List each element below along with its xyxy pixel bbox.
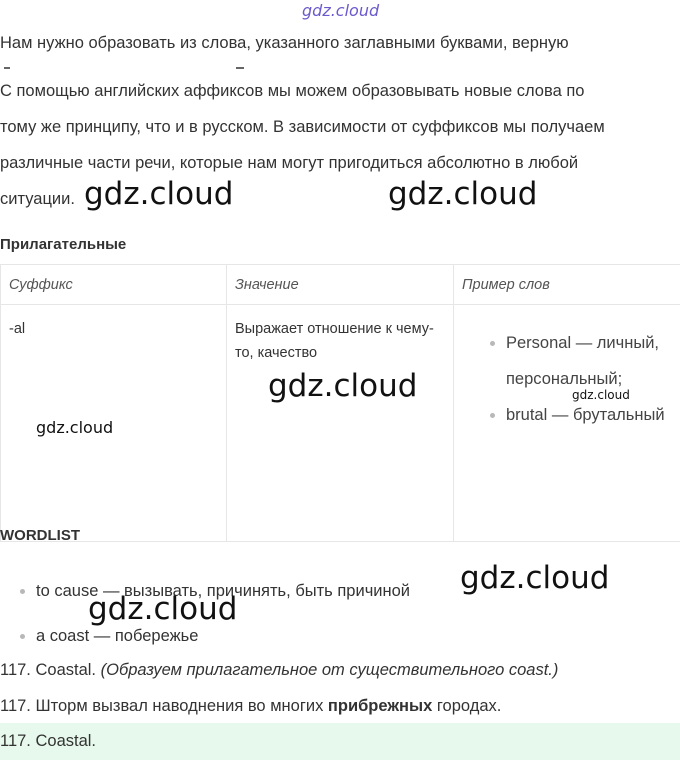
section-heading-adjectives: Прилагательные: [0, 236, 127, 253]
column-header: Пример слов: [454, 265, 680, 305]
examples-cell: [454, 305, 680, 542]
intro-line-5: ситуации.: [0, 190, 75, 208]
intro-line-3: тому же принципу, что и в русском. В зависимости от суффиксов мы получаем: [0, 118, 605, 136]
intro-line-1: Нам нужно образовать из слова, указанного заглавными буквами, верную: [0, 34, 569, 52]
watermark: gdz.cloud: [88, 591, 238, 627]
watermark: gdz.cloud: [388, 176, 538, 212]
suffix-cell: -al: [1, 305, 227, 542]
sentence-start: 117. Шторм вызвал наводнения во многих: [0, 697, 324, 715]
clipped-text-line: [0, 64, 250, 70]
task-line: [0, 661, 558, 680]
sentence-end: городах.: [436, 697, 502, 715]
intro-line-2: С помощью английских аффиксов мы можем образовывать новые слова по: [0, 82, 585, 100]
answer-text: 117. Coastal.: [0, 732, 97, 750]
sentence-bold-word: прибрежных: [327, 697, 433, 715]
watermark: gdz.cloud: [84, 176, 234, 212]
list-item: • to cause — вызывать, причинять, быть причиной: [36, 572, 410, 617]
watermark: gdz.cloud: [36, 418, 114, 437]
task-number: 117.: [0, 661, 31, 679]
list-item: • brutal — брутальный: [506, 397, 672, 433]
column-header: Значение: [227, 265, 454, 305]
watermark: gdz.cloud: [460, 560, 610, 596]
task-sentence: [0, 697, 501, 716]
examples-list: [462, 325, 672, 433]
column-header: Суффикс: [1, 265, 227, 305]
watermark: gdz.cloud: [268, 368, 418, 404]
task-note: (Образуем прилагательное от существительного coast.): [100, 661, 559, 679]
section-heading-wordlist: WORDLIST: [0, 527, 80, 544]
meaning-cell: Выражает отношение к чему-то, качество: [227, 305, 454, 542]
table-header-row: [1, 265, 680, 305]
watermark-top: gdz.cloud: [302, 1, 380, 20]
answer-box: [0, 723, 680, 760]
list-item: • a coast — побережье: [36, 617, 410, 662]
intro-line-4: различные части речи, которые нам могут пригодиться абсолютно в любой: [0, 154, 579, 172]
task-word: Coastal.: [35, 661, 97, 679]
list-item: • Personal — личный, персональный;: [506, 325, 672, 397]
watermark: gdz.cloud: [572, 388, 630, 402]
